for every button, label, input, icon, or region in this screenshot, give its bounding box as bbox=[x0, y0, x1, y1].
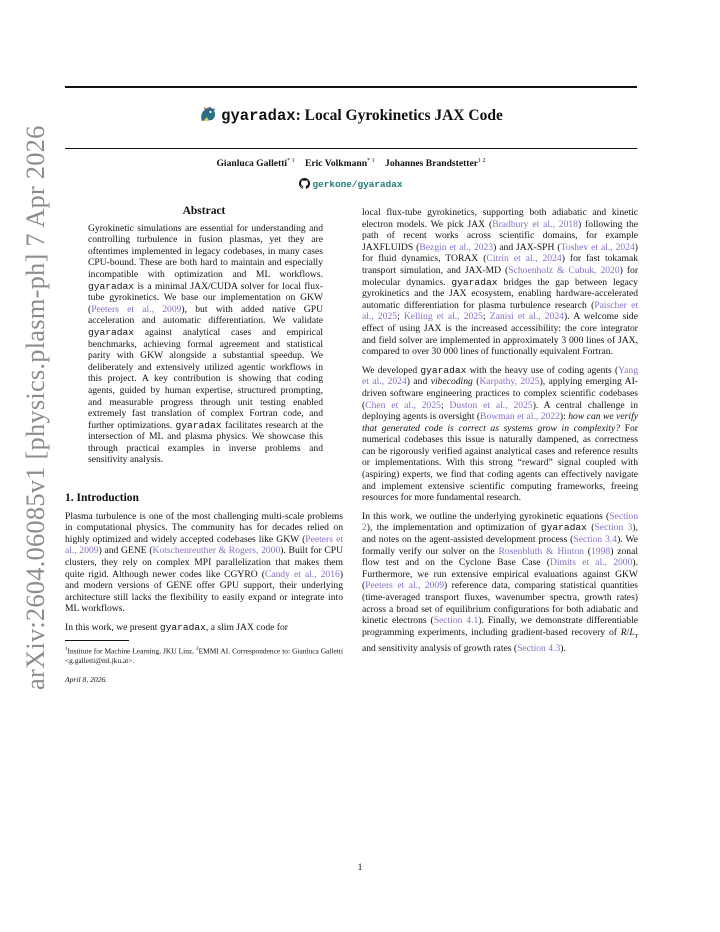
page-number: 1 bbox=[357, 862, 363, 873]
author-marks: * 1 bbox=[287, 158, 295, 164]
paper-title bbox=[65, 106, 637, 128]
repo-link[interactable] bbox=[65, 178, 637, 190]
author-list bbox=[65, 158, 637, 169]
date: April 8, 2026. bbox=[65, 674, 108, 684]
footnote-rule bbox=[65, 640, 129, 641]
gyarados-logo-icon bbox=[199, 106, 217, 128]
abstract-heading: Abstract bbox=[182, 205, 226, 217]
author-name: Johannes Brandstetter bbox=[385, 158, 479, 170]
github-icon bbox=[299, 178, 310, 189]
intro-heading: 1. Introduction bbox=[65, 492, 139, 505]
repo-text[interactable]: gerkone/gyaradax bbox=[312, 179, 403, 190]
author-name: Gianluca Galletti bbox=[216, 158, 288, 170]
intro-paragraph: In this work, we present gyaradax, a slim JAX code for bbox=[65, 622, 288, 633]
body-paragraph: In this work, we outline the underlying gyrokinetic equations (Section 2), the implementation and optimization of gyaradax (Section 3), and notes on the agent-assisted development process (Section 3.4). We formally verify our solver on the Rosenbluth & Hinton (1998) zonal flow test and on the Cyclone Base Case (Dimits et al., 2000). Furthermore, we run extensive empirical evaluations against GKW (Peeters et al., 2009) reference data, comparing statistical quantities (time-averaged transport fluxes, wavenumber spectra, growth rates) across a broad set of equilibrium configurations for both adiabatic and kinetic electrons (Section 4.1). Finally, we demonstrate differentiable programming experiments, including gradient-based recovery of $R/L_T$ and sensitivity analysis of growth rates (Section 4.3). bbox=[362, 510, 639, 655]
arxiv-stamp: arXiv:2604.06085v1 [physics.plasm-ph] 7 Apr 2026 bbox=[20, 125, 50, 690]
left-column bbox=[65, 206, 343, 685]
author-name: Eric Volkmann bbox=[304, 158, 368, 170]
body-paragraph: local flux-tube gyrokinetics, supporting both adiabatic and kinetic electron models. We pick JAX (Bradbury et al., 2018) following the path of recent works across scientific domains, for example JAXFLUIDS (Bezgin et al., 2023) and JAX-SPH (Toshev et al., 2024) for fluid dynamics, TORAX (Citrin et al., 2024) for fast tokamak transport simulation, and JAX-MD (Schoenholz & Cubuk, 2020) for molecular dynamics. gyaradax bridges the gap between legacy gyrokinetics and the JAX ecosystem, enabling hardware-accelerated automatic differentiation for plasma turbulence research (Paischer et al., 2025; Kelling et al., 2025; Zanisi et al., 2024). A welcome side effect of using JAX is the increased accessibility: the core integrator and field solver are implemented in approximately 3 000 lines of JAX, compared to over 30 000 lines of functionally equivalent Fortran. bbox=[362, 207, 639, 358]
top-rule bbox=[65, 86, 637, 88]
footnote: $^1$Institute for Machine Learning, JKU Linz, $^2$EMMI AI. Correspondence to: Gianluca Galletti <g.galletti@ml.jku.at>. bbox=[65, 646, 343, 665]
title-rest: : Local Gyrokinetics JAX Code bbox=[295, 107, 503, 124]
author-marks: 1 2 bbox=[478, 158, 486, 164]
right-column bbox=[362, 207, 638, 662]
bottom-rule bbox=[65, 148, 637, 149]
intro-paragraph: Plasma turbulence is one of the most challenging multi-scale problems in computational physics. The community has for decades relied on highly optimized and widely accepted codebases like GKW (Peeters et al., 2009) and GENE (Kotschenreuther & Rogers, 2000). Built for CPU clusters, they rely on complex MPI parallelization that makes them quite rigid. Although newer codes like CGYRO (Candy et al., 2016) and modern versions of GENE offer GPU support, their underlying architecture still lacks the flexibility to easily expand or integrate into ML workflows. bbox=[65, 510, 344, 615]
title-code-name: gyaradax bbox=[221, 107, 296, 125]
body-paragraph: We developed gyaradax with the heavy use of coding agents (Yang et al., 2024) and vibecoding (Karpathy, 2025), applying emerging AI-driven software engineering practices to complex scientific codebases (Chen et al., 2025; Duston et al., 2025). A central challenge in deploying agents is oversight (Bowman et al., 2022): how can we verify that generated code is correct as systems grow in complexity? For numerical codebases this issue is naturally dampened, as correctness can be rigorously verified against analytical cases and reference results or implementations. With this strong “reward” signal coupled with (aspiring) experts, we find that coding agents can effectively navigate and implement extensive scientific computing frameworks, freeing resources for more fundamental research. bbox=[362, 364, 638, 504]
abstract-text: Gyrokinetic simulations are essential for understanding and controlling turbulence in fusion plasmas, yet they are oftentimes implemented in legacy codebases, in many cases CPU-bound. These are both hard to maintain and especially incompatible with optimization and ML workflows. gyaradax is a minimal JAX/CUDA solver for local flux-tube gyrokinetics. We base our implementation on GKW (Peeters et al., 2009), but with added native GPU acceleration and automatic differentiation. We validate gyaradax against analytical cases and empirical benchmarks, achieving formal agreement and statistical parity with GKW alongside a substantial speedup. We deliberately and extensively utilized agentic workflows in this project. A key contribution is showing that coding agents, guided by human expertise, structured prompting, and measurable progress through unit testing enabled extremely fast translation of complex Fortran code, and further optimizations. gyaradax facilitates research at the intersection of ML and plasma physics. We showcase this through practical examples in inverse problems and sensitivity analysis. bbox=[88, 222, 323, 466]
author-marks: * 1 bbox=[367, 158, 375, 164]
